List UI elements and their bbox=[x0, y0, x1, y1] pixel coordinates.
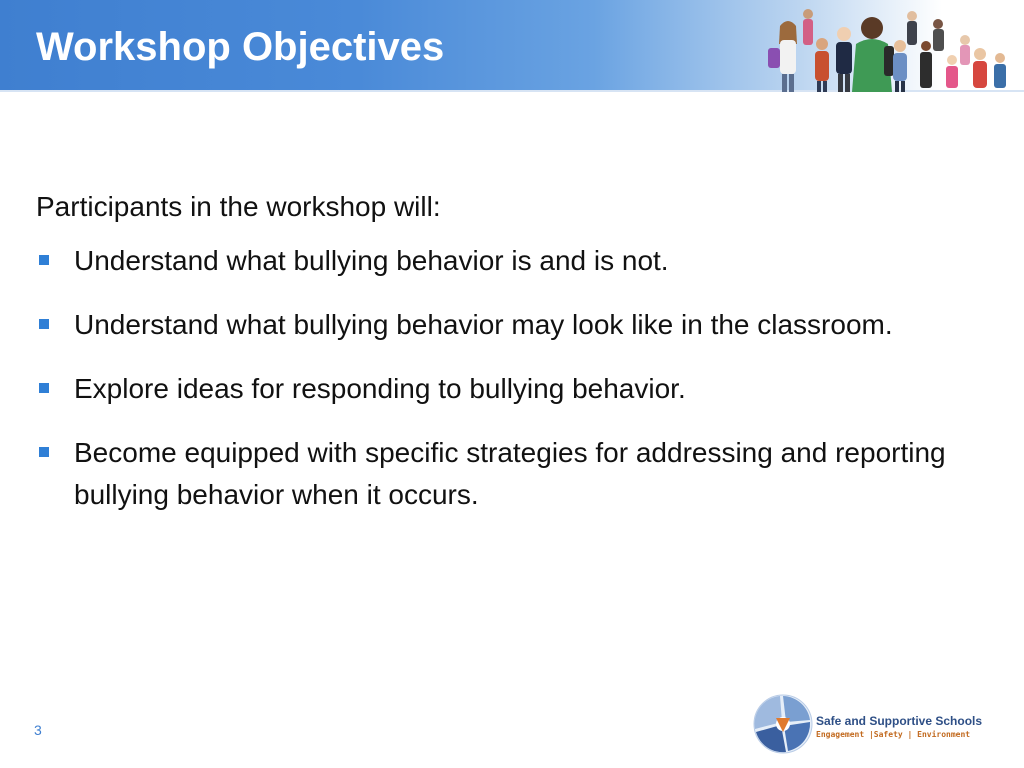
logo-tagline: Engagement |Safety | Environment bbox=[816, 730, 971, 739]
square-bullet-icon bbox=[39, 255, 49, 265]
list-item-text: Become equipped with specific strategies for addressing and reporting bullying behavior when it occurs. bbox=[74, 437, 946, 510]
safe-supportive-schools-logo bbox=[752, 692, 992, 758]
list-item bbox=[36, 432, 956, 516]
objectives-list bbox=[36, 240, 956, 516]
square-bullet-icon bbox=[39, 447, 49, 457]
intro-text: Participants in the workshop will: bbox=[36, 191, 441, 222]
square-bullet-icon bbox=[39, 383, 49, 393]
list-item-text: Understand what bullying behavior may look like in the classroom. bbox=[74, 309, 893, 340]
safe-supportive-schools-logo-icon bbox=[752, 692, 814, 756]
slide-title: Workshop Objectives bbox=[36, 25, 445, 69]
list-item bbox=[36, 368, 956, 410]
list-item bbox=[36, 304, 956, 346]
list-item-text: Explore ideas for responding to bullying behavior. bbox=[74, 373, 686, 404]
list-item bbox=[36, 240, 956, 282]
list-item-text: Understand what bullying behavior is and is not. bbox=[74, 245, 669, 276]
slide-body bbox=[36, 186, 956, 516]
page-number: 3 bbox=[34, 722, 42, 738]
square-bullet-icon bbox=[39, 319, 49, 329]
logo-name: Safe and Supportive Schools bbox=[816, 714, 983, 728]
students-photo-icon bbox=[760, 4, 1010, 92]
